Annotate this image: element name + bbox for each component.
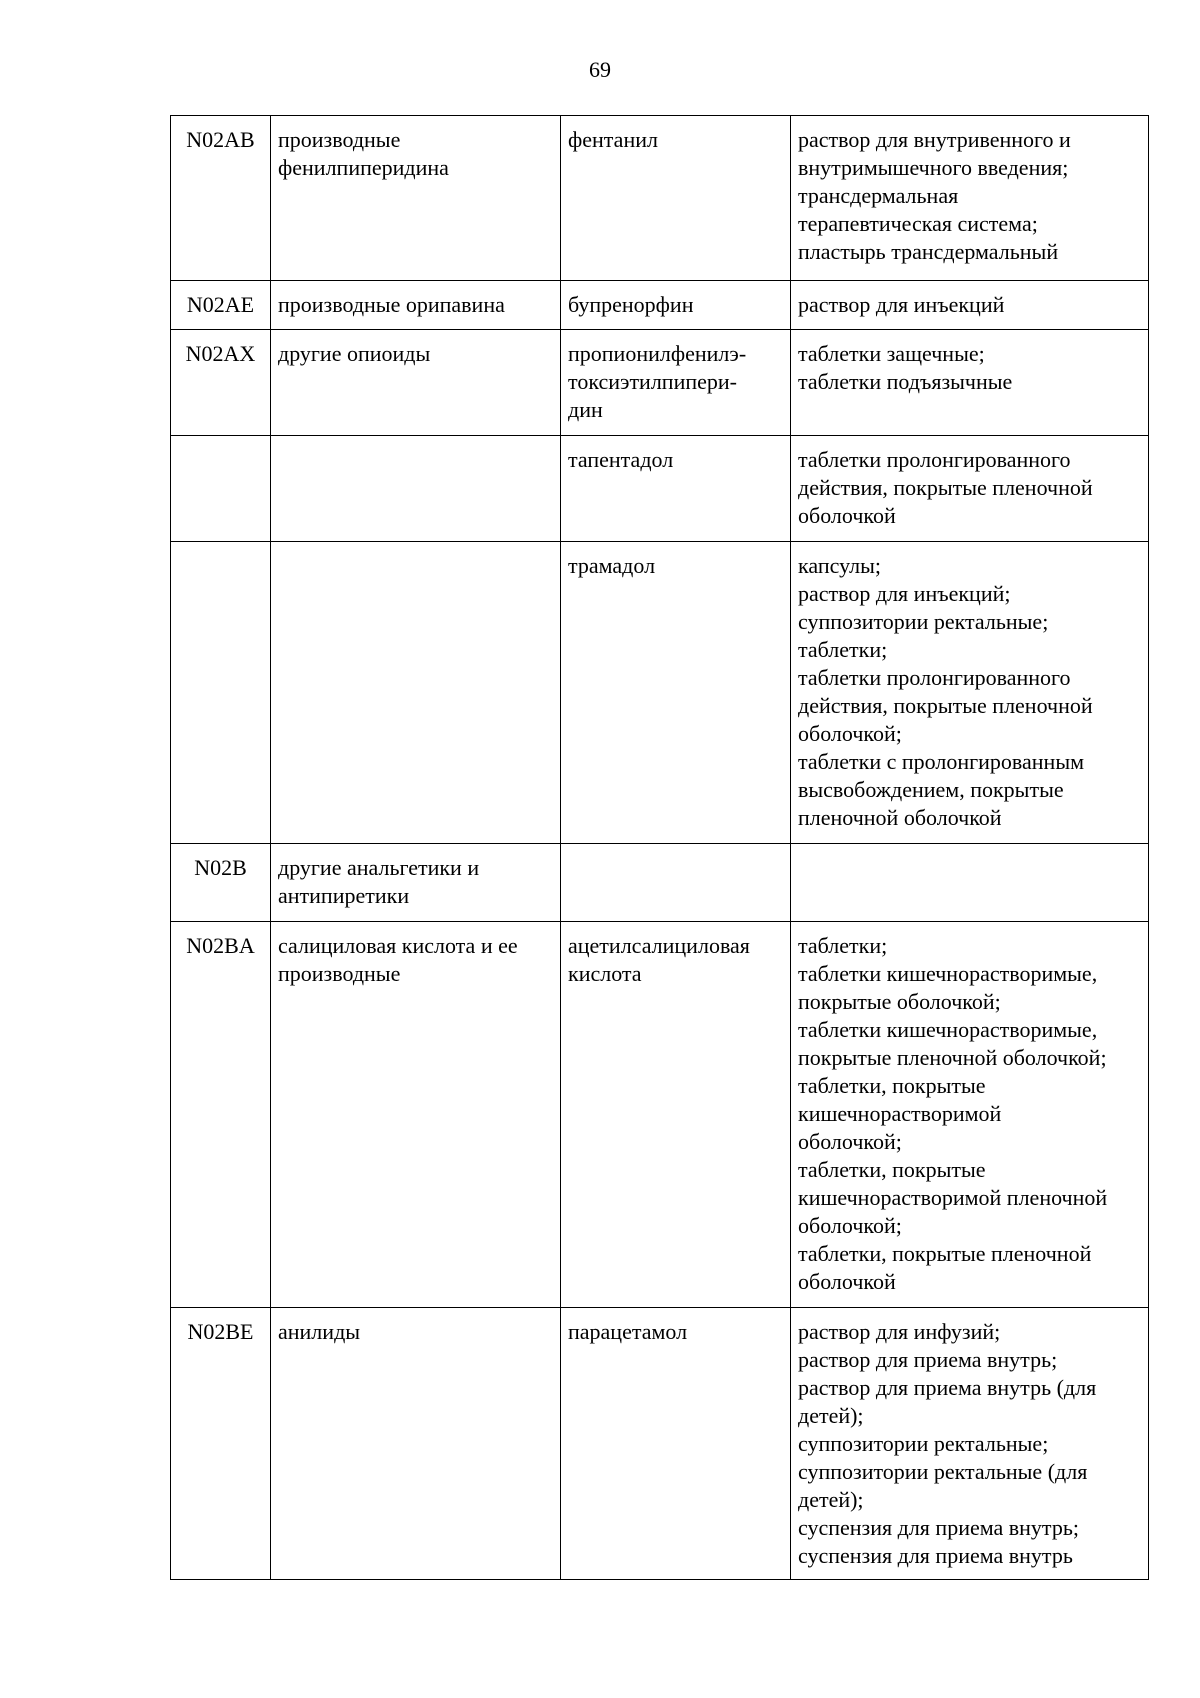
- drug-cell: [561, 1308, 791, 1580]
- form-cell: [791, 281, 1149, 330]
- form-line: высвобождением, покрытые: [798, 777, 1064, 802]
- form-line: покрытые пленочной оболочкой;: [798, 1045, 1107, 1070]
- group-line: анилиды: [278, 1319, 361, 1344]
- group-line: антипиретики: [278, 883, 410, 908]
- group-cell: [271, 436, 561, 542]
- form-line: суппозитории ректальные;: [798, 609, 1049, 634]
- table-row: [171, 844, 1149, 922]
- form-line: терапевтическая система;: [798, 211, 1038, 236]
- table-body: [171, 116, 1149, 1580]
- form-cell: [791, 436, 1149, 542]
- atc-code-cell: N02B: [171, 844, 271, 922]
- atc-code-cell: N02AE: [171, 281, 271, 330]
- group-line: салициловая кислота и ее: [278, 933, 518, 958]
- drug-cell: [561, 116, 791, 281]
- group-cell: [271, 281, 561, 330]
- drug-line: трамадол: [568, 553, 656, 578]
- group-cell: [271, 1308, 561, 1580]
- form-line: таблетки, покрытые: [798, 1073, 986, 1098]
- form-line: таблетки;: [798, 933, 888, 958]
- drug-cell: [561, 436, 791, 542]
- atc-code-cell: [171, 436, 271, 542]
- drug-cell: [561, 330, 791, 436]
- drug-line: парацетамол: [568, 1319, 688, 1344]
- drug-line: кислота: [568, 961, 642, 986]
- page-number: 69: [589, 57, 611, 82]
- form-line: таблетки защечные;: [798, 341, 985, 366]
- group-line: производные: [278, 961, 401, 986]
- form-cell: [791, 330, 1149, 436]
- form-line: действия, покрытые пленочной: [798, 475, 1093, 500]
- drug-cell: [561, 922, 791, 1308]
- drug-line: пропионилфенилэ-: [568, 341, 747, 366]
- form-line: таблетки подъязычные: [798, 369, 1013, 394]
- table-row: [171, 1308, 1149, 1580]
- form-line: таблетки кишечнорастворимые,: [798, 961, 1098, 986]
- table-row: [171, 542, 1149, 844]
- form-line: кишечнорастворимой пленочной: [798, 1185, 1108, 1210]
- form-line: пленочной оболочкой: [798, 805, 1002, 830]
- form-line: трансдермальная: [798, 183, 959, 208]
- form-cell: [791, 542, 1149, 844]
- form-line: раствор для приема внутрь;: [798, 1347, 1058, 1372]
- form-line: детей);: [798, 1403, 864, 1428]
- atc-code-cell: N02AB: [171, 116, 271, 281]
- form-line: раствор для инъекций: [798, 292, 1005, 317]
- form-line: покрытые оболочкой;: [798, 989, 1001, 1014]
- form-line: таблетки кишечнорастворимые,: [798, 1017, 1098, 1042]
- form-line: действия, покрытые пленочной: [798, 693, 1093, 718]
- atc-code-cell: [171, 542, 271, 844]
- drug-line: токсиэтилпипери-: [568, 369, 737, 394]
- form-line: оболочкой;: [798, 1213, 902, 1238]
- form-cell: [791, 844, 1149, 922]
- form-line: оболочкой: [798, 1269, 896, 1294]
- form-line: пластырь трансдермальный: [798, 239, 1059, 264]
- form-line: таблетки пролонгированного: [798, 665, 1071, 690]
- atc-code-cell: N02BA: [171, 922, 271, 1308]
- group-line: фенилпиперидина: [278, 155, 449, 180]
- form-cell: [791, 922, 1149, 1308]
- form-line: раствор для внутривенного и: [798, 127, 1071, 152]
- table-row: [171, 116, 1149, 281]
- form-line: таблетки пролонгированного: [798, 447, 1071, 472]
- group-cell: [271, 844, 561, 922]
- form-cell: [791, 1308, 1149, 1580]
- form-line: раствор для приема внутрь (для: [798, 1375, 1097, 1400]
- group-cell: [271, 542, 561, 844]
- form-line: таблетки, покрытые пленочной: [798, 1241, 1092, 1266]
- drug-line: ацетилсалициловая: [568, 933, 750, 958]
- form-line: таблетки;: [798, 637, 888, 662]
- form-line: оболочкой: [798, 503, 896, 528]
- form-line: суспензия для приема внутрь;: [798, 1515, 1079, 1540]
- form-line: суппозитории ректальные (для: [798, 1459, 1088, 1484]
- form-line: оболочкой;: [798, 1129, 902, 1154]
- table-row: [171, 436, 1149, 542]
- drug-line: фентанил: [568, 127, 658, 152]
- group-line: другие опиоиды: [278, 341, 431, 366]
- atc-code-cell: N02AX: [171, 330, 271, 436]
- drug-cell: [561, 281, 791, 330]
- drug-line: тапентадол: [568, 447, 674, 472]
- form-line: капсулы;: [798, 553, 881, 578]
- form-line: раствор для инъекций;: [798, 581, 1011, 606]
- table-row: [171, 330, 1149, 436]
- group-cell: [271, 116, 561, 281]
- atc-code-cell: N02BE: [171, 1308, 271, 1580]
- form-line: суппозитории ректальные;: [798, 1431, 1049, 1456]
- drug-cell: [561, 542, 791, 844]
- form-line: таблетки, покрытые: [798, 1157, 986, 1182]
- group-cell: [271, 922, 561, 1308]
- table-row: [171, 281, 1149, 330]
- form-line: оболочкой;: [798, 721, 902, 746]
- group-line: производные орипавина: [278, 292, 505, 317]
- table-row: [171, 922, 1149, 1308]
- drug-table: [170, 115, 1149, 1580]
- drug-cell: [561, 844, 791, 922]
- form-cell: [791, 116, 1149, 281]
- form-line: таблетки с пролонгированным: [798, 749, 1085, 774]
- form-line: кишечнорастворимой: [798, 1101, 1002, 1126]
- form-line: детей);: [798, 1487, 864, 1512]
- group-line: производные: [278, 127, 401, 152]
- form-line: суспензия для приема внутрь: [798, 1543, 1073, 1568]
- drug-line: бупренорфин: [568, 292, 694, 317]
- form-line: внутримышечного введения;: [798, 155, 1069, 180]
- group-line: другие анальгетики и: [278, 855, 480, 880]
- drug-line: дин: [568, 397, 603, 422]
- form-line: раствор для инфузий;: [798, 1319, 1001, 1344]
- group-cell: [271, 330, 561, 436]
